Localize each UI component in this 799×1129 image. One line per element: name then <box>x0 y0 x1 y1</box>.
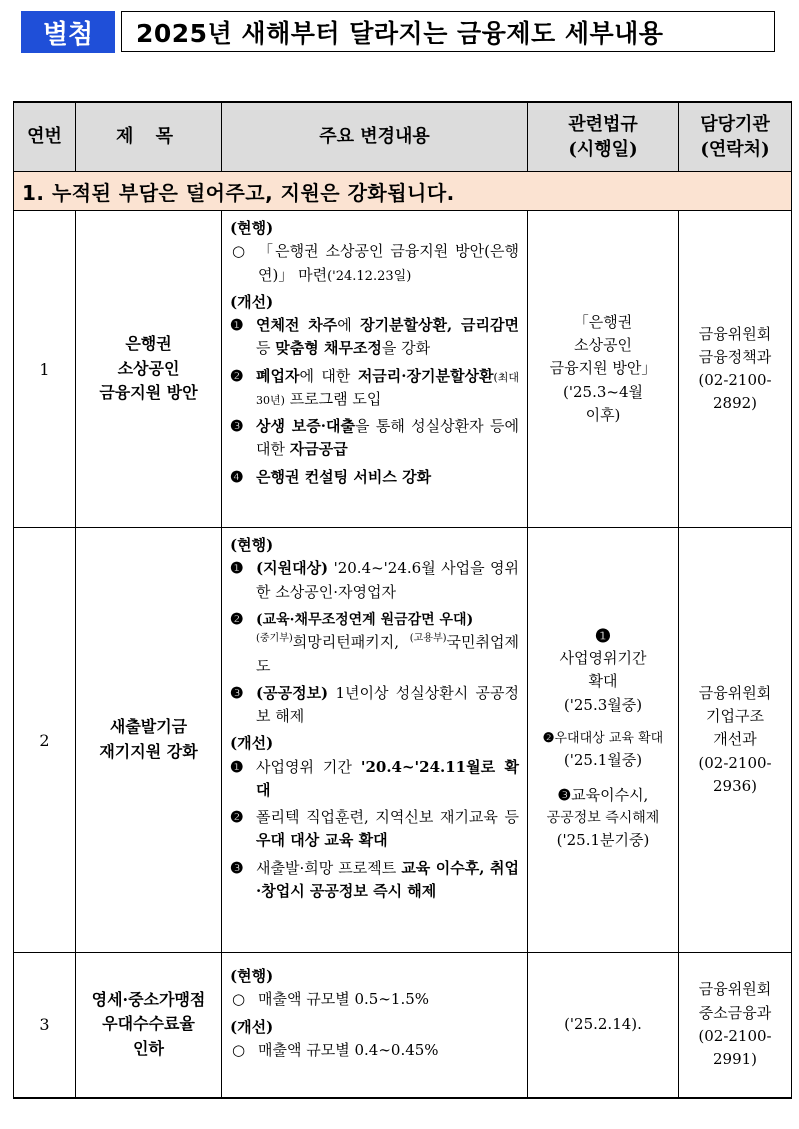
item-bold: 자금공급 <box>289 440 348 459</box>
law-line: 소상공인 <box>574 336 632 355</box>
attachment-badge: 별첨 <box>21 11 115 53</box>
item-text: 「은행권 소상공인 금융지원 방안(은행연)」 마련 <box>258 242 519 284</box>
list-item <box>230 806 519 853</box>
row-content <box>222 528 528 953</box>
row-org <box>679 211 792 528</box>
current-label: (현행) <box>230 967 274 985</box>
item-bold: (지원대상) <box>256 559 329 578</box>
improve-label: (개선) <box>230 1017 274 1036</box>
item-bold: (공공정보) <box>256 683 329 702</box>
item-bold: 장기분할상환, 금리감면 <box>360 316 519 334</box>
item-text: 에 <box>337 316 361 334</box>
number-three-icon: ❸ <box>230 417 244 435</box>
item-bold: 은행권 컨설팅 서비스 강화 <box>256 467 432 486</box>
item-tiny: (고용부) <box>409 633 447 645</box>
col-header-content: 주요 변경내용 <box>222 102 528 172</box>
number-two-icon: ❷ <box>230 808 244 827</box>
item-tiny: (중기부) <box>256 633 293 645</box>
table-header-row <box>14 102 792 172</box>
list-item <box>230 466 519 489</box>
page-title: 2025년 새해부터 달라지는 금융제도 세부내용 <box>121 11 775 52</box>
col-header-law-line2: (시행일) <box>568 139 638 160</box>
list-item <box>230 314 519 361</box>
list-item <box>230 365 519 412</box>
item-text: 프로그램 도입 <box>284 389 382 408</box>
bullet-icon: ○ <box>232 990 246 1009</box>
col-header-org <box>679 102 792 172</box>
table-row <box>14 953 792 1098</box>
number-one-icon: ❶ <box>230 757 244 776</box>
law-line: 교육이수시, <box>571 786 649 805</box>
item-text: 1년이상 성실상환시 공공정보 해제 <box>256 683 519 726</box>
org-line: 금융위원회 <box>698 683 772 702</box>
law-block <box>532 784 674 852</box>
item-text: 에 대한 <box>299 366 358 385</box>
row-title <box>76 528 222 953</box>
row-number: 1 <box>14 211 76 528</box>
policy-table <box>13 101 792 1099</box>
number-one-icon: ❶ <box>594 626 612 648</box>
row-title-line: 새출발기금 <box>109 717 188 737</box>
item-date: ('24.12.23일) <box>327 268 412 284</box>
list-item <box>230 988 519 1011</box>
number-two-icon: ❷ <box>230 366 244 385</box>
law-line: 공공정보 즉시해제 <box>546 809 660 826</box>
org-line: 금융정책과 <box>698 347 772 366</box>
row-title <box>76 953 222 1098</box>
col-header-title: 제 목 <box>76 102 222 172</box>
current-label: (현행) <box>230 219 274 237</box>
item-bold: 교육 이수후, 취업·창업시 공공정보 즉시 해제 <box>256 858 519 900</box>
item-small: (최대30년) <box>256 370 519 407</box>
law-block <box>532 627 674 717</box>
org-line: 기업구조 <box>706 707 764 726</box>
improve-label: (개선) <box>230 292 274 311</box>
law-line: 우대대상 교육 확대 <box>554 730 664 746</box>
number-three-icon: ❸ <box>230 858 244 877</box>
row-content <box>222 211 528 528</box>
org-line: 금융위원회 <box>698 980 772 999</box>
item-text: 폴리텍 직업훈련, 지역신보 재기교육 등 <box>256 808 519 827</box>
row-title-line: 금융지원 방안 <box>99 383 198 403</box>
row-title <box>76 211 222 528</box>
row-title-line: 인하 <box>133 1039 164 1059</box>
number-two-icon: ❷ <box>542 730 555 746</box>
table-row <box>14 211 792 528</box>
law-line: 금융지원 방안」 <box>549 359 657 378</box>
org-line: 2892) <box>712 394 758 413</box>
col-header-no: 연번 <box>14 102 76 172</box>
org-line: 개선과 <box>713 730 757 749</box>
list-item <box>230 557 519 604</box>
item-bold: 맞춤형 채무조정 <box>275 339 382 358</box>
item-text: 희망리턴패키지, <box>292 633 410 652</box>
row-law <box>528 953 679 1098</box>
row-law <box>528 211 679 528</box>
section-heading: 1. 누적된 부담은 덜어주고, 지원은 강화됩니다. <box>14 172 792 211</box>
item-bold: 연체전 차주 <box>256 316 338 334</box>
row-org <box>679 528 792 953</box>
item-text: 을 통해 성실상환자 등에 대한 <box>256 417 519 459</box>
row-title-line: 우대수수료율 <box>102 1014 195 1034</box>
org-line: (02-2100- <box>698 753 772 772</box>
item-bold: (교육·채무조정연계 원금감면 우대) <box>256 611 474 628</box>
org-line: (02-2100- <box>698 1026 772 1045</box>
law-line: 사업영위기간 <box>559 649 647 668</box>
table-row <box>14 528 792 953</box>
org-line: 중소금융과 <box>698 1003 772 1022</box>
row-title-line: 재기지원 강화 <box>99 742 198 761</box>
list-item <box>230 415 519 462</box>
law-line: ('25.3~4월 <box>563 382 643 401</box>
law-block <box>532 729 674 772</box>
item-text: 매출액 규모별 0.5∼1.5% <box>258 990 430 1009</box>
bullet-icon: ○ <box>232 242 246 261</box>
list-item <box>230 240 519 287</box>
org-line: 2991) <box>712 1050 758 1068</box>
number-three-icon: ❸ <box>230 683 244 702</box>
row-org <box>679 953 792 1098</box>
number-four-icon: ❹ <box>230 467 244 486</box>
item-text: '20.4~'24.6월 사업을 영위한 소상공인·자영업자 <box>256 559 519 601</box>
org-line: (02-2100- <box>698 371 772 389</box>
law-line: ('25.3월중) <box>563 695 643 714</box>
law-line: 「은행권 <box>573 312 633 331</box>
item-text: 사업영위 기간 <box>256 757 361 776</box>
item-text: 등 <box>256 339 276 358</box>
item-bold: 우대 대상 교육 확대 <box>256 831 388 850</box>
list-item <box>230 857 519 904</box>
list-item <box>230 682 519 729</box>
number-one-icon: ❶ <box>230 559 244 578</box>
col-header-org-line1: 담당기관 <box>700 113 770 135</box>
row-content <box>222 953 528 1098</box>
law-line: 이후) <box>585 405 621 424</box>
section-row <box>14 172 792 211</box>
org-line: 금융위원회 <box>698 324 772 343</box>
list-item <box>230 608 519 678</box>
item-bold: '20.4~'24.11월로 확대 <box>256 757 519 799</box>
bullet-icon: ○ <box>232 1040 246 1059</box>
row-law <box>528 528 679 953</box>
number-three-icon: ❸ <box>557 786 572 805</box>
item-bold: 상생 보증·대출 <box>256 417 355 435</box>
item-bold: 저금리·장기분할상환 <box>357 366 494 385</box>
col-header-law <box>528 102 679 172</box>
col-header-org-line2: (연락처) <box>700 139 770 160</box>
law-line: 확대 <box>588 672 618 691</box>
row-number: 3 <box>14 953 76 1098</box>
current-label: (현행) <box>230 536 274 554</box>
row-number: 2 <box>14 528 76 953</box>
law-line: ('25.1월중) <box>563 751 643 770</box>
item-text: 국민취업제도 <box>256 633 519 675</box>
org-line: 2936) <box>712 776 758 795</box>
item-text: 을 강화 <box>381 339 431 358</box>
law-line: ('25.2.14). <box>564 1015 642 1034</box>
number-two-icon: ❷ <box>230 609 244 628</box>
item-text: 새출발·희망 프로젝트 <box>256 858 402 877</box>
list-item <box>230 756 519 803</box>
list-item <box>230 1039 519 1062</box>
row-title-line: 은행권 <box>125 333 172 353</box>
number-one-icon: ❶ <box>230 316 244 334</box>
item-bold: 폐업자 <box>256 366 300 385</box>
improve-label: (개선) <box>230 734 274 753</box>
item-text: 매출액 규모별 0.4∼0.45% <box>258 1040 439 1059</box>
row-title-line: 소상공인 <box>117 358 180 378</box>
law-line: ('25.1분기중) <box>556 831 650 850</box>
col-header-law-line1: 관련법규 <box>568 113 638 135</box>
row-title-line: 영세·중소가맹점 <box>91 989 206 1009</box>
